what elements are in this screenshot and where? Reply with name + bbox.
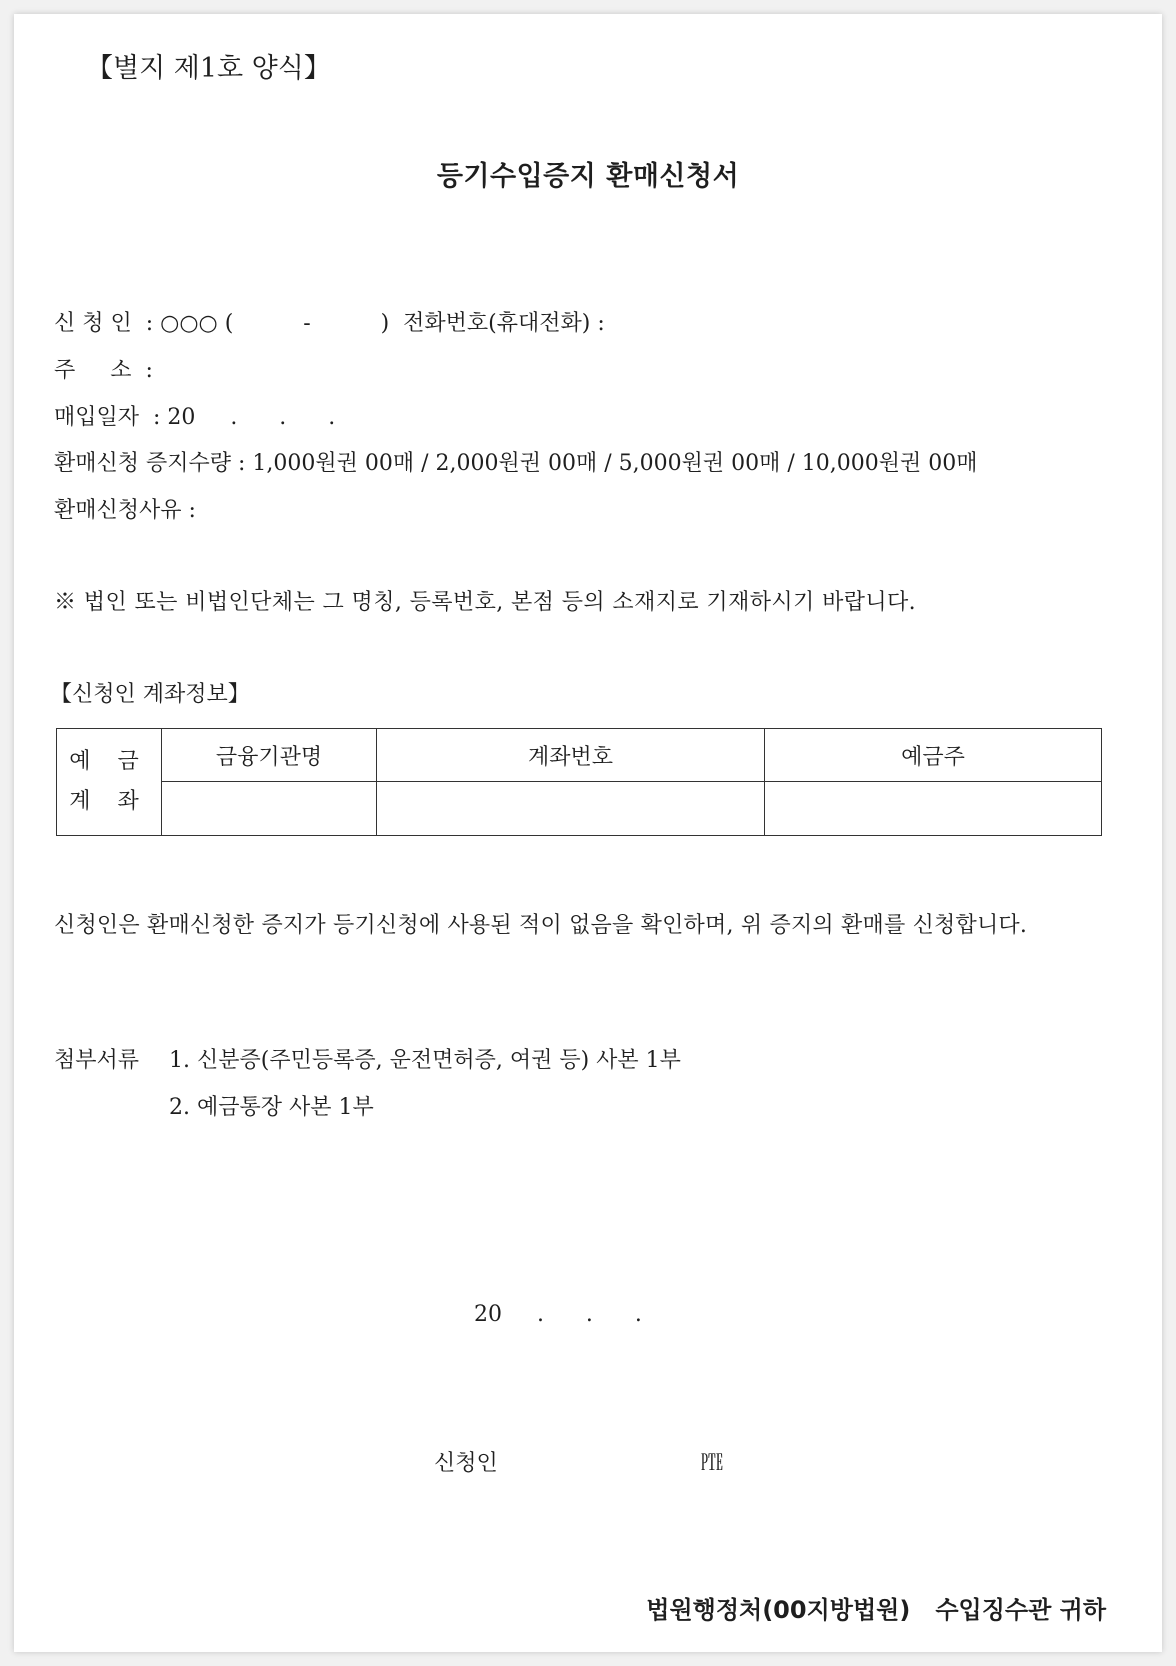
row-header-line2: 계 좌 [69, 789, 149, 814]
row-header-line1: 예 금 [69, 749, 149, 774]
purchase-date-field: 매입일자 : 20 . . . [54, 405, 336, 430]
account-number-header: 계좌번호 [377, 729, 765, 782]
attachments-label: 첨부서류 [54, 1048, 140, 1073]
form-number-label: 【별지 제1호 양식】 [86, 53, 331, 84]
seal-mark: ㉐ [701, 1451, 724, 1476]
account-number-cell[interactable] [377, 782, 765, 836]
applicant-field: 신 청 인 : ○○○ ( - ) 전화번호(휴대전화) : [54, 311, 605, 336]
account-section-heading: 【신청인 계좌정보】 [50, 682, 250, 707]
quantity-field: 환매신청 증지수량 : 1,000원권 00매 / 2,000원권 00매 / 5,000원권 00매 / 10,000원권 00매 [54, 451, 978, 476]
form-page [14, 14, 1162, 1652]
account-holder-header: 예금주 [765, 729, 1102, 782]
account-row-header [57, 729, 162, 836]
account-holder-cell[interactable] [765, 782, 1102, 836]
addressee: 법원행정처(00지방법원) 수입징수관 귀하 [646, 1596, 1106, 1624]
reason-field: 환매신청사유 : [54, 498, 196, 523]
signature-date: 20 . . . [474, 1302, 642, 1327]
corporate-notice: ※ 법인 또는 비법인단체는 그 명칭, 등록번호, 본점 등의 소재지로 기재하시기 바랍니다. [54, 590, 917, 615]
attachment-item: 1. 신분증(주민등록증, 운전면허증, 여권 등) 사본 1부 [169, 1048, 681, 1073]
bank-name-header: 금융기관명 [162, 729, 377, 782]
attachment-item: 2. 예금통장 사본 1부 [169, 1095, 374, 1120]
account-table [56, 728, 1102, 836]
signer-label: 신청인 [434, 1451, 498, 1476]
bank-name-cell[interactable] [162, 782, 377, 836]
confirmation-statement: 신청인은 환매신청한 증지가 등기신청에 사용된 적이 없음을 확인하며, 위 증지의 환매를 신청합니다. [54, 913, 1028, 938]
address-field: 주 소 : [54, 358, 153, 383]
document-title: 등기수입증지 환매신청서 [436, 161, 740, 192]
